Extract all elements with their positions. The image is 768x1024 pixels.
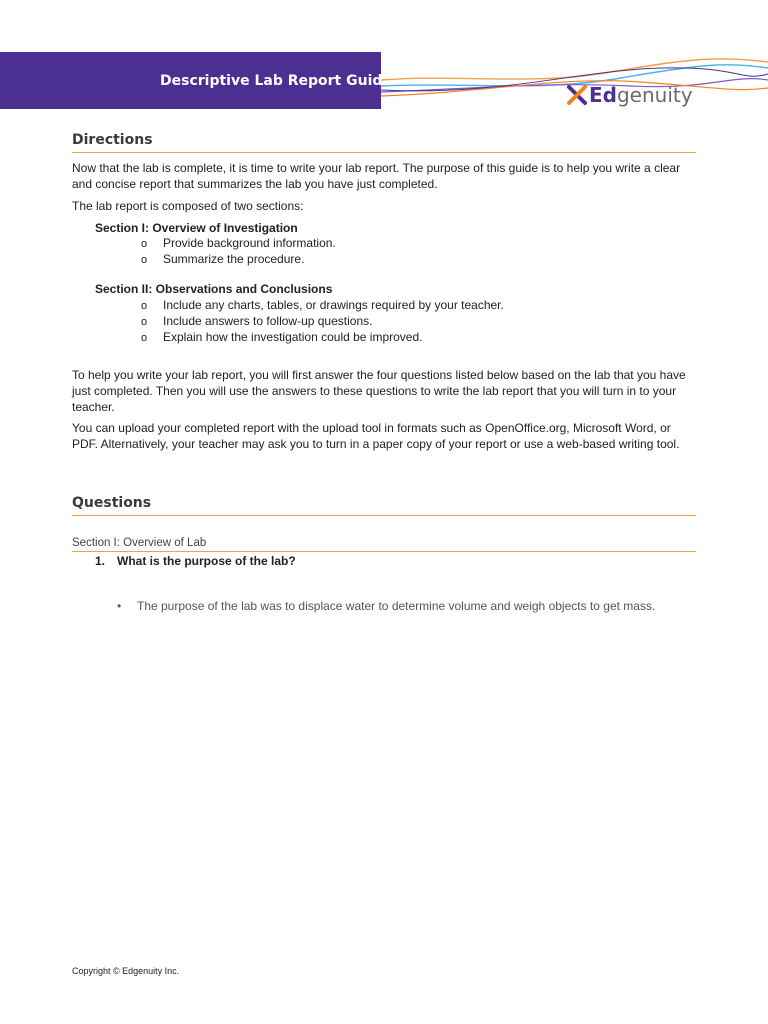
answer-bullet: • [117, 599, 122, 613]
logo-x-icon [566, 84, 588, 106]
bullet-marker: o [141, 238, 148, 250]
list-item-text: Provide background information. [163, 236, 336, 250]
list-item-text: Summarize the procedure. [163, 252, 305, 266]
section-ii-title: Section II: Observations and Conclusions [95, 282, 333, 296]
question-item [95, 554, 296, 568]
list-item [141, 297, 504, 314]
bullet-marker: o [141, 254, 148, 266]
directions-composed: The lab report is composed of two sections: [72, 199, 304, 213]
copyright-footer: Copyright © Edgenuity Inc. [72, 966, 180, 976]
upload-paragraph: You can upload your completed report with the upload tool in formats such as OpenOffice.org, Microsoft Word, or PDF. Alternatively, your teacher may ask you to turn in a paper copy of your report or use a web-based writing tool. [72, 421, 680, 451]
logo-wordmark-suffix: genuity [616, 83, 693, 107]
bullet-marker: o [141, 332, 148, 344]
list-item-text: Explain how the investigation could be improved. [163, 330, 423, 344]
questions-heading: Questions [72, 495, 696, 516]
help-paragraph: To help you write your lab report, you will first answer the four questions listed below based on the lab that you have just completed. Then you will use the answers to these questions to write the lab report that you will turn in to your teacher. [72, 368, 686, 414]
section-i-title: Section I: Overview of Investigation [95, 221, 298, 235]
edgenuity-logo [566, 80, 693, 110]
questions-section-label: Section I: Overview of Lab [72, 537, 696, 552]
list-item [141, 235, 336, 252]
directions-heading: Directions [72, 132, 696, 153]
list-item-text: Include answers to follow-up questions. [163, 314, 373, 328]
list-item [141, 313, 372, 330]
logo-wordmark [589, 83, 693, 107]
answer-text: The purpose of the lab was to displace water to determine volume and weigh objects to get mass. [137, 599, 656, 613]
question-text: What is the purpose of the lab? [117, 554, 296, 568]
answer-item [117, 599, 655, 613]
list-item [141, 329, 423, 346]
directions-intro: Now that the lab is complete, it is time to write your lab report. The purpose of this guide is to help you write a clear and concise report that summarizes the lab you have just completed. [72, 161, 681, 191]
list-item-text: Include any charts, tables, or drawings required by your teacher. [163, 298, 504, 312]
question-number: 1. [95, 554, 106, 568]
logo-wordmark-prefix: Ed [589, 83, 617, 107]
bullet-marker: o [141, 300, 148, 312]
list-item [141, 251, 304, 268]
document-title: Descriptive Lab Report Guide [160, 73, 392, 89]
bullet-marker: o [141, 316, 148, 328]
